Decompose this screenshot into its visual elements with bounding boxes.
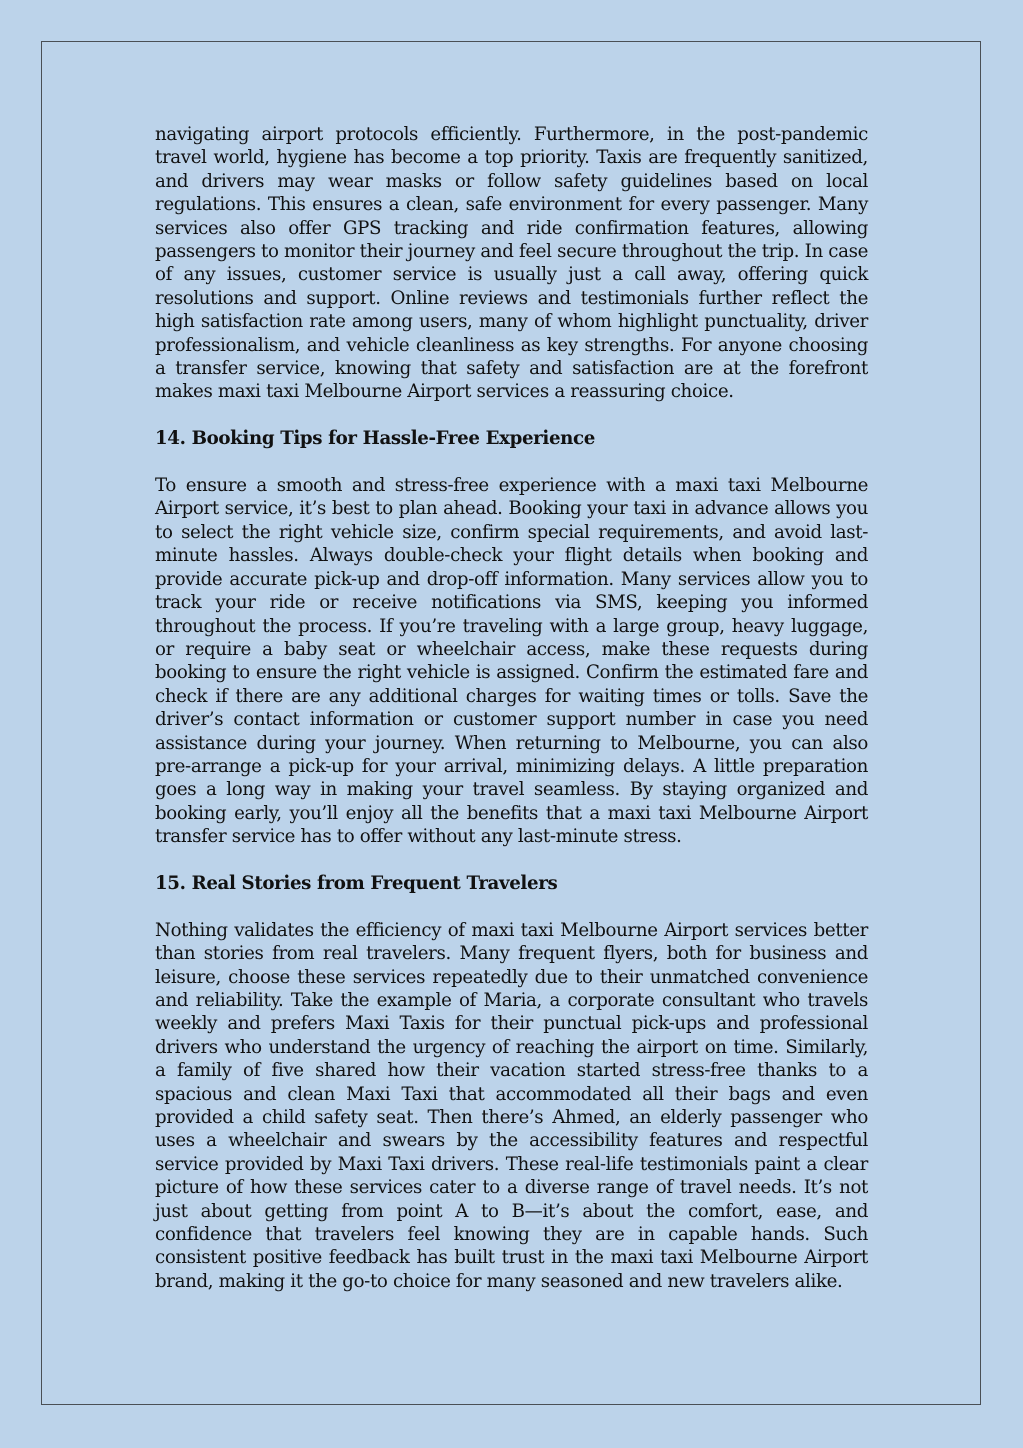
intro-paragraph: navigating airport protocols efficiently. Furthermore, in the post-pandemic travel world, hygiene has become a top priority. Taxis are frequently sanitized, and drivers may wear masks or follow safety guidelines based on local regulations. This ensures a clean, safe environment for every passenger. Many services also offer GPS tracking and ride confirmation features, allowing passengers to monitor their journey and feel secure throughout the trip. In case of any issues, customer service is usually just a call away, offering quick resolutions and support. Online reviews and testimonials further reflect the high satisfaction rate among users, many of whom highlight punctuality, driver professionalism, and vehicle cleanliness as key strengths. For anyone choosing a transfer service, knowing that safety and satisfaction are at the forefront makes maxi taxi Melbourne Airport services a reassuring choice. [155,124,868,403]
section-paragraph-real-stories: Nothing validates the efficiency of maxi taxi Melbourne Airport services better than stories from real travelers. Many frequent flyers, both for business and leisure, choose these services repeatedly due to their unmatched convenience and reliability. Take the example of Maria, a corporate consultant who travels weekly and prefers Maxi Taxis for their punctual pick-ups and professional drivers who understand the urgency of reaching the airport on time. Similarly, a family of five shared how their vacation started stress-free thanks to a spacious and clean Maxi Taxi that accommodated all their bags and even provided a child safety seat. Then there’s Ahmed, an elderly passenger who uses a wheelchair and swears by the accessibility features and respectful service provided by Maxi Taxi drivers. These real-life testimonials paint a clear picture of how these services cater to a diverse range of travel needs. It’s not just about getting from point A to B—it’s about the comfort, ease, and confidence that travelers feel knowing they are in capable hands. Such consistent positive feedback has built trust in the maxi taxi Melbourne Airport brand, making it the go-to choice for many seasoned and new travelers alike. [155,919,868,1292]
section-heading-booking-tips: 14. Booking Tips for Hassle-Free Experience [155,428,595,450]
section-heading-real-stories: 15. Real Stories from Frequent Travelers [155,872,558,894]
section-paragraph-booking-tips: To ensure a smooth and stress-free experience with a maxi taxi Melbourne Airport service, it’s best to plan ahead. Booking your taxi in advance allows you to select the right vehicle size, confirm special requirements, and avoid last-minute hassles. Always double-check your flight details when booking and provide accurate pick-up and drop-off information. Many services allow you to track your ride or receive notifications via SMS, keeping you informed throughout the process. If you’re traveling with a large group, heavy luggage, or require a baby seat or wheelchair access, make these requests during booking to ensure the right vehicle is assigned. Confirm the estimated fare and check if there are any additional charges for waiting times or tolls. Save the driver’s contact information or customer support number in case you need assistance during your journey. When returning to Melbourne, you can also pre-arrange a pick-up for your arrival, minimizing delays. A little preparation goes a long way in making your travel seamless. By staying organized and booking early, you’ll enjoy all the benefits that a maxi taxi Melbourne Airport transfer service has to offer without any last-minute stress. [155,475,868,848]
document-body [155,123,868,1293]
